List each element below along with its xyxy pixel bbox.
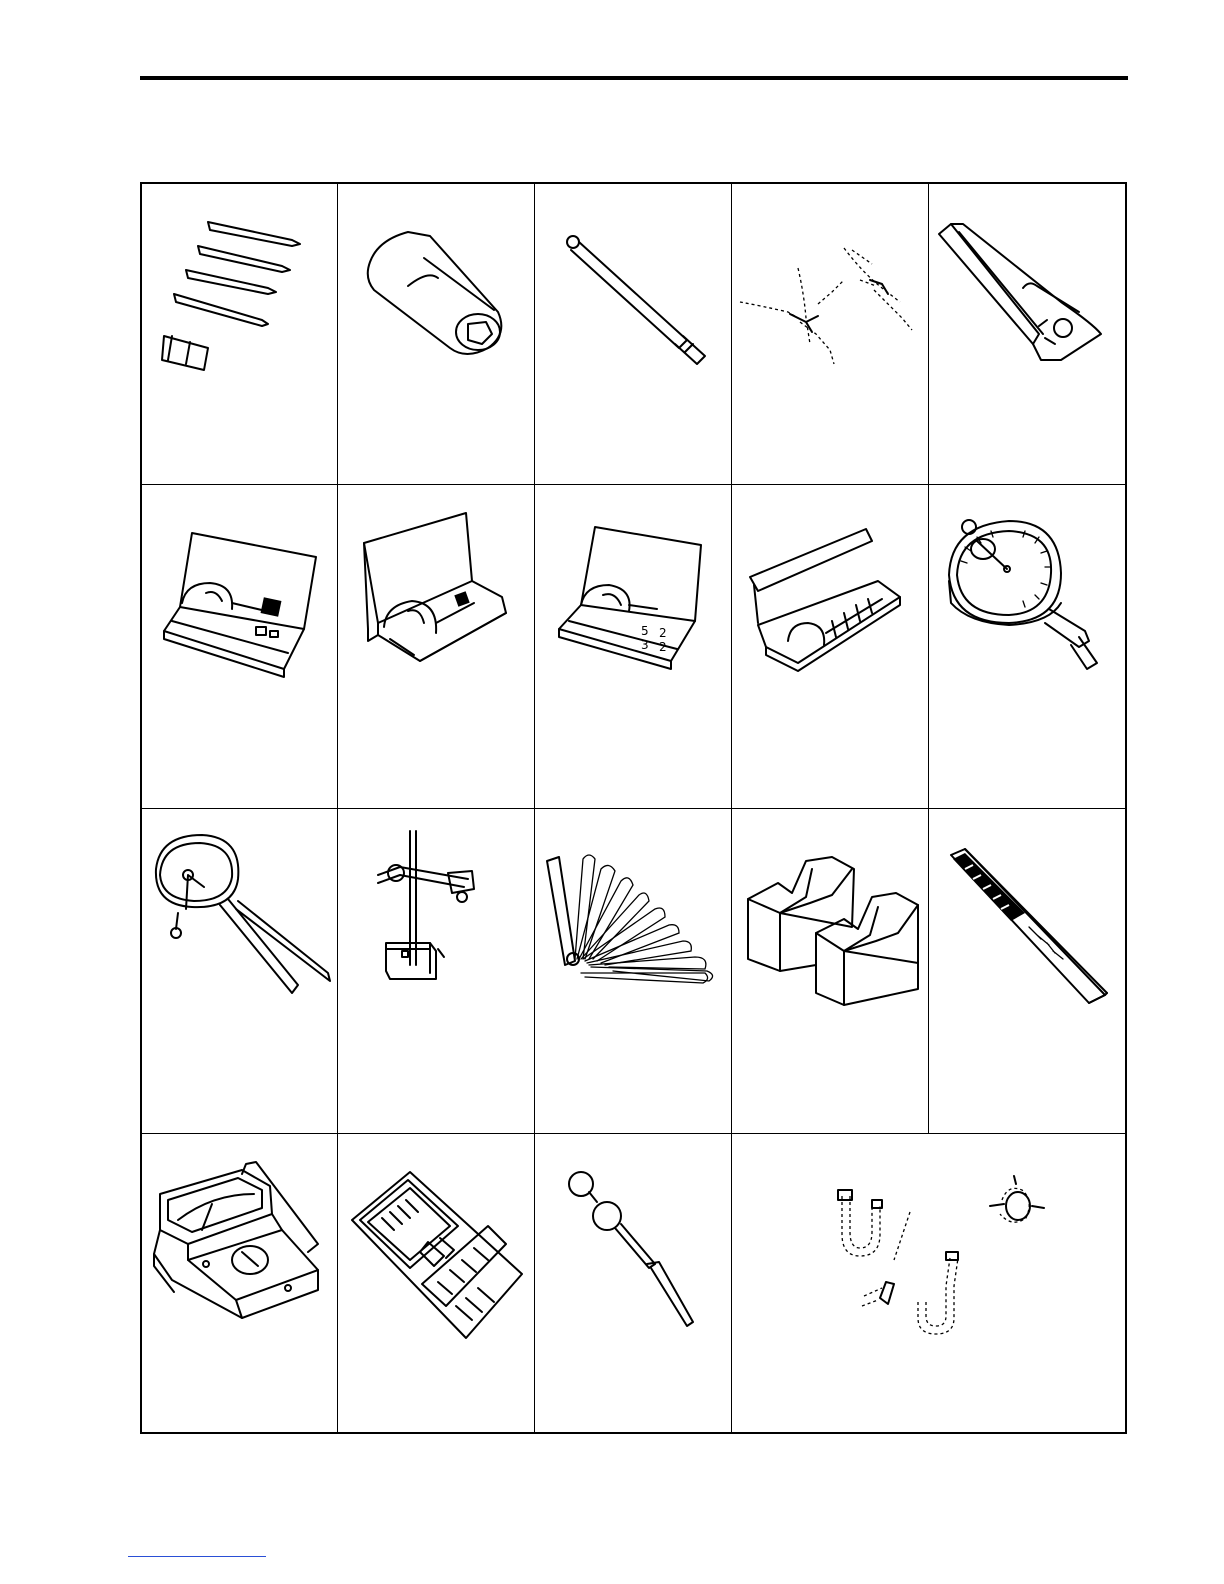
tool-illustration-grid bbox=[140, 182, 1127, 1434]
driver-bits-and-socket-set-illustration bbox=[142, 184, 337, 484]
tool-cell-7 bbox=[338, 485, 534, 808]
tool-cell-18 bbox=[535, 1134, 731, 1432]
vernier-caliper-illustration bbox=[929, 184, 1125, 484]
tool-cell-19 bbox=[732, 1134, 1125, 1432]
footer-link-underline bbox=[128, 1556, 266, 1557]
tool-cell-3 bbox=[535, 184, 731, 484]
digital-tester-illustration bbox=[338, 1134, 534, 1432]
dial-caliper-gauge-illustration bbox=[142, 809, 337, 1133]
straightedge-illustration bbox=[929, 809, 1125, 1133]
tool-cell-4 bbox=[732, 184, 928, 484]
micrometer-in-case-illustration bbox=[142, 485, 337, 808]
valve-lapper-illustration bbox=[535, 1134, 731, 1432]
tool-cell-8 bbox=[535, 485, 731, 808]
svg-text:2: 2 bbox=[659, 626, 667, 640]
v-block-illustration bbox=[732, 809, 928, 1133]
svg-text:5: 5 bbox=[641, 624, 649, 638]
extension-bar-illustration bbox=[535, 184, 731, 484]
tool-cell-9 bbox=[732, 485, 928, 808]
tool-cell-13 bbox=[535, 809, 731, 1133]
thickness-gauge-illustration bbox=[535, 809, 731, 1133]
header-rule bbox=[140, 76, 1128, 80]
svg-text:2: 2 bbox=[659, 640, 667, 654]
tool-cell-12 bbox=[338, 809, 534, 1133]
tool-cell-14 bbox=[732, 809, 928, 1133]
cylinder-gauge-in-case-illustration bbox=[732, 485, 928, 808]
tool-cell-15 bbox=[929, 809, 1125, 1133]
tool-cell-11 bbox=[142, 809, 337, 1133]
vacuum-gauge-hoses-illustration bbox=[732, 1134, 1125, 1432]
magnetic-stand-illustration bbox=[338, 809, 534, 1133]
tool-cell-17 bbox=[338, 1134, 534, 1432]
tool-cell-16 bbox=[142, 1134, 337, 1432]
micrometer-in-case-illustration bbox=[535, 485, 731, 808]
snap-ring-pliers-illustration bbox=[732, 184, 928, 484]
tool-cell-1 bbox=[142, 184, 337, 484]
micrometer-in-case-illustration bbox=[338, 485, 534, 808]
deep-socket-illustration bbox=[338, 184, 534, 484]
svg-text:3: 3 bbox=[641, 638, 649, 652]
tool-cell-5 bbox=[929, 184, 1125, 484]
tool-cell-2 bbox=[338, 184, 534, 484]
analog-multimeter-illustration bbox=[142, 1134, 337, 1432]
dial-gauge-illustration bbox=[929, 485, 1125, 808]
tool-cell-6 bbox=[142, 485, 337, 808]
tool-cell-10 bbox=[929, 485, 1125, 808]
